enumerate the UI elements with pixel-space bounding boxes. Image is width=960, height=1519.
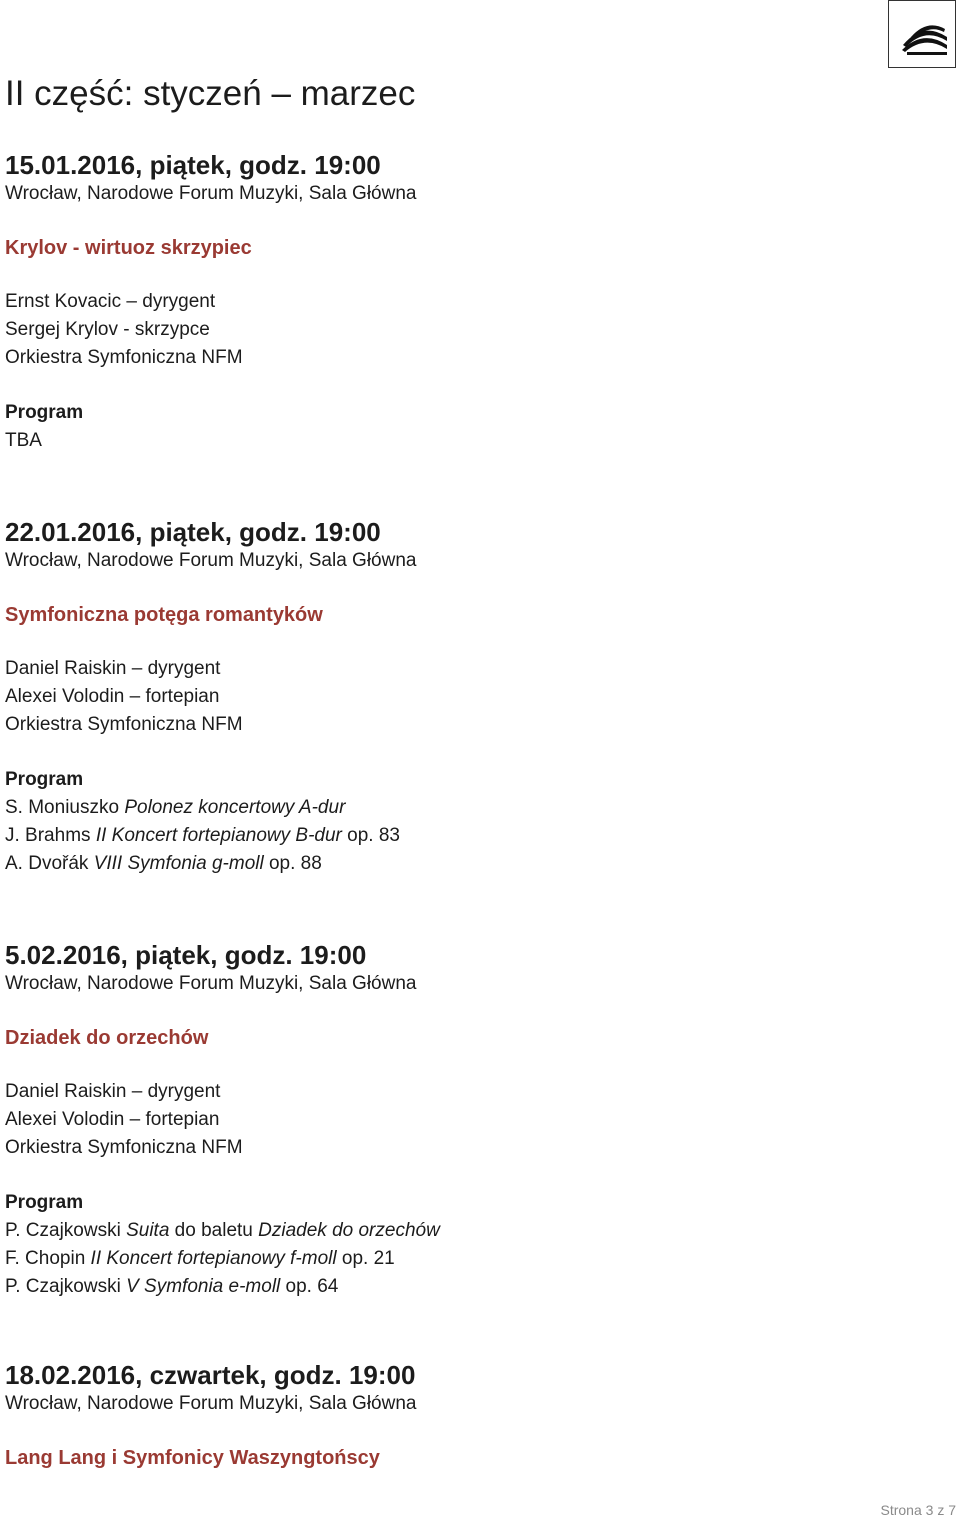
program-item xyxy=(5,822,805,850)
performer: Alexei Volodin – fortepian xyxy=(5,686,220,707)
performer: Orkiestra Symfoniczna NFM xyxy=(5,1137,243,1158)
performer-list xyxy=(5,1078,805,1162)
program-work: VIII Symfonia g-moll xyxy=(93,853,264,874)
nfm-logo-icon xyxy=(897,15,949,55)
page-title: II część: styczeń – marzec xyxy=(5,74,416,113)
program-opus: op. 64 xyxy=(280,1276,339,1297)
program-item xyxy=(5,1273,805,1301)
concert-date: 18.02.2016, czwartek, godz. 19:00 xyxy=(5,1360,416,1390)
concert-entry xyxy=(5,517,805,878)
program-middle: do baletu xyxy=(169,1220,259,1241)
performer: Sergej Krylov - skrzypce xyxy=(5,319,210,340)
performer: Daniel Raiskin – dyrygent xyxy=(5,1081,221,1102)
concert-entry xyxy=(5,1360,805,1472)
program-item xyxy=(5,794,805,822)
program-composer: TBA xyxy=(5,430,42,451)
performer: Orkiestra Symfoniczna NFM xyxy=(5,347,243,368)
program-composer: J. Brahms xyxy=(5,825,96,846)
program-composer: P. Czajkowski xyxy=(5,1276,127,1297)
program-composer: S. Moniuszko xyxy=(5,797,125,818)
concert-entry xyxy=(5,150,805,455)
concert-date: 15.01.2016, piątek, godz. 19:00 xyxy=(5,150,381,180)
concert-venue: Wrocław, Narodowe Forum Muzyki, Sala Główna xyxy=(5,1393,417,1414)
performer: Alexei Volodin – fortepian xyxy=(5,1109,220,1130)
concert-venue: Wrocław, Narodowe Forum Muzyki, Sala Główna xyxy=(5,550,417,571)
program-label: Program xyxy=(5,402,84,423)
program-opus: op. 21 xyxy=(336,1248,395,1269)
concert-entry xyxy=(5,940,805,1301)
concert-title: Lang Lang i Symfonicy Waszyngtońscy xyxy=(5,1447,380,1469)
program-work: Suita xyxy=(126,1220,170,1241)
program-work: V Symfonia e-moll xyxy=(126,1276,281,1297)
program-composer: A. Dvořák xyxy=(5,853,94,874)
program-work: Dziadek do orzechów xyxy=(258,1220,440,1241)
program-label: Program xyxy=(5,769,84,790)
performer: Daniel Raiskin – dyrygent xyxy=(5,658,221,679)
concert-venue: Wrocław, Narodowe Forum Muzyki, Sala Główna xyxy=(5,973,417,994)
performer: Orkiestra Symfoniczna NFM xyxy=(5,714,243,735)
page-number: Strona 3 z 7 xyxy=(880,1502,956,1518)
concert-title: Krylov - wirtuoz skrzypiec xyxy=(5,237,252,259)
program-work: II Koncert fortepianowy f-moll xyxy=(90,1248,337,1269)
program-opus: op. 83 xyxy=(341,825,400,846)
program-item xyxy=(5,427,805,455)
nfm-logo xyxy=(888,0,956,68)
program-composer: F. Chopin xyxy=(5,1248,91,1269)
concert-title: Symfoniczna potęga romantyków xyxy=(5,604,323,626)
performer-list xyxy=(5,288,805,372)
performer: Ernst Kovacic – dyrygent xyxy=(5,291,216,312)
performer-list xyxy=(5,655,805,739)
program-composer: P. Czajkowski xyxy=(5,1220,127,1241)
program-label: Program xyxy=(5,1192,84,1213)
program-opus: op. 88 xyxy=(263,853,322,874)
concert-date: 22.01.2016, piątek, godz. 19:00 xyxy=(5,517,381,547)
program-item xyxy=(5,1245,805,1273)
program-work: Polonez koncertowy A-dur xyxy=(124,797,346,818)
program-item xyxy=(5,850,805,878)
concert-date: 5.02.2016, piątek, godz. 19:00 xyxy=(5,940,367,970)
program-item xyxy=(5,1217,805,1245)
concert-title: Dziadek do orzechów xyxy=(5,1027,209,1049)
concert-venue: Wrocław, Narodowe Forum Muzyki, Sala Główna xyxy=(5,183,417,204)
program-work: II Koncert fortepianowy B-dur xyxy=(95,825,342,846)
